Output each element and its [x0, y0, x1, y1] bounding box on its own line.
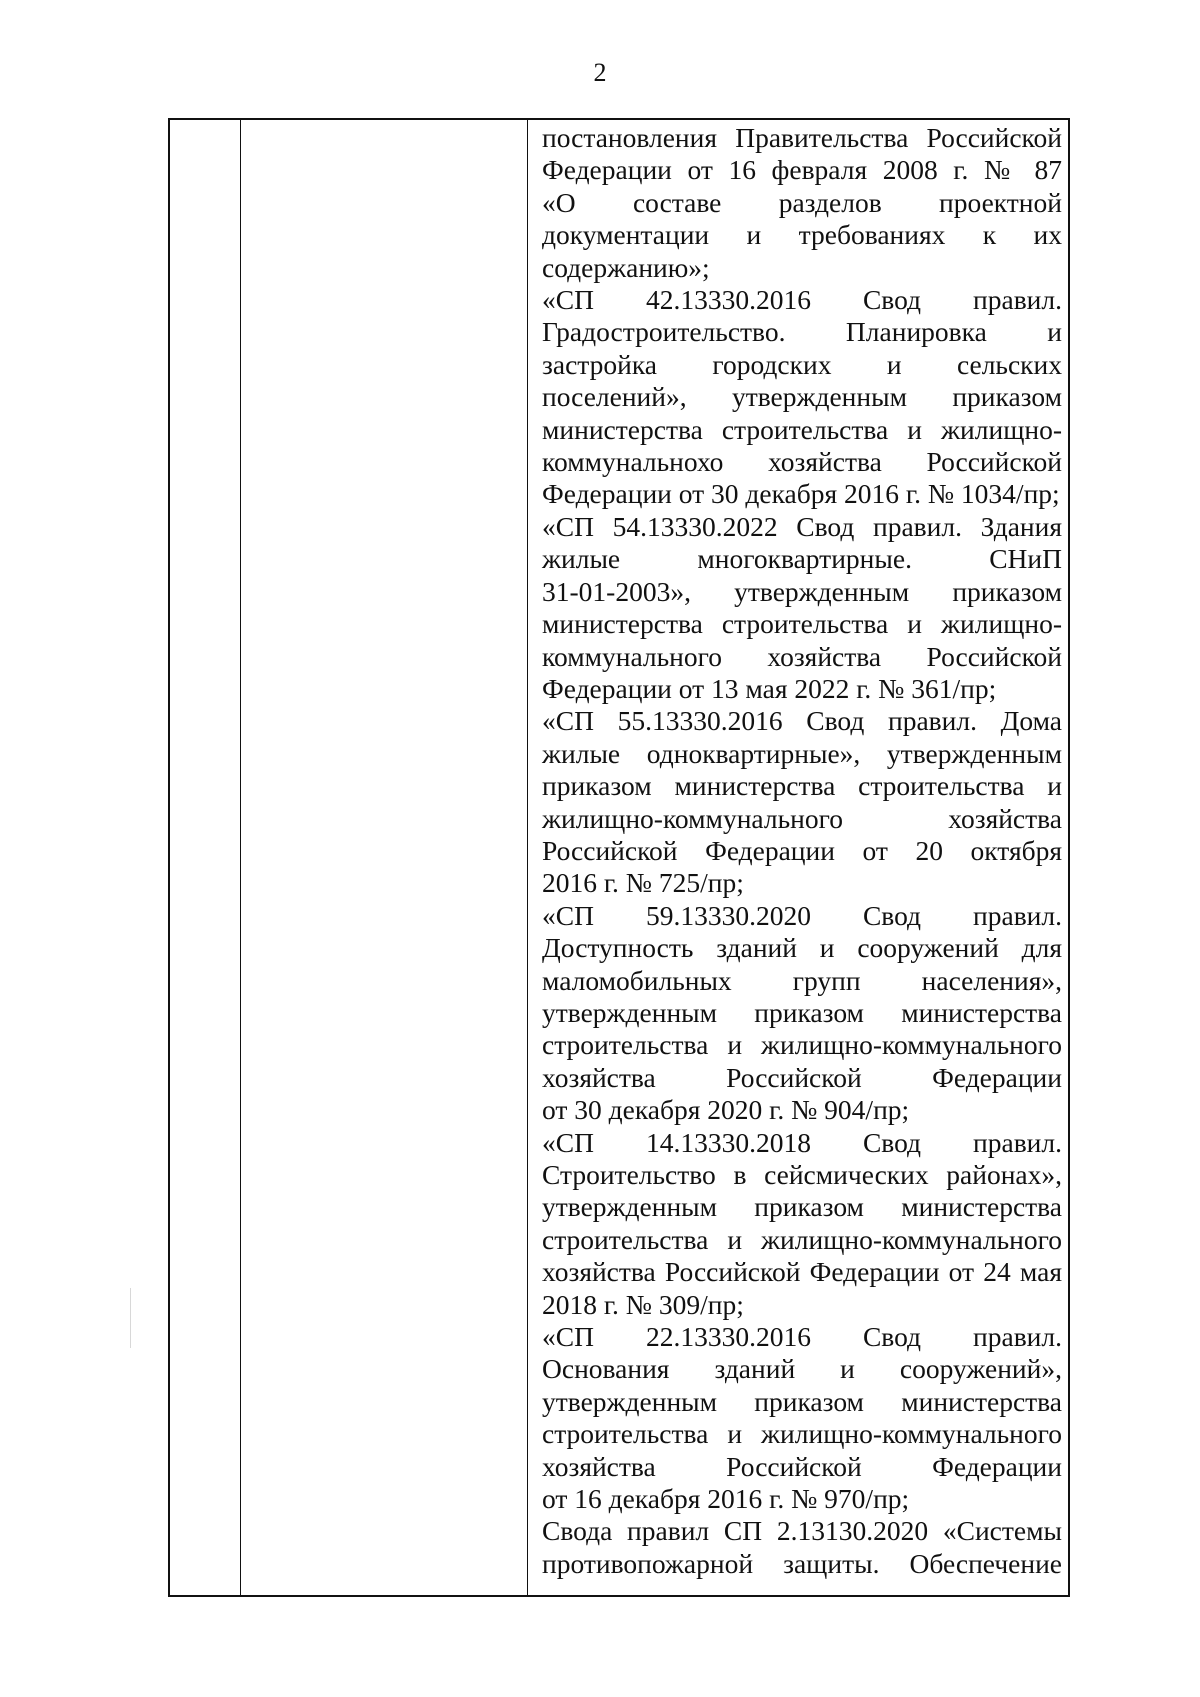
text-line: Основания зданий и сооружений», — [542, 1353, 1062, 1385]
text-line: 2016 г. № 725/пр; — [542, 867, 744, 899]
paragraph — [542, 1127, 1062, 1321]
paragraph — [542, 511, 1062, 705]
text-line: Российской Федерации от 20 октября — [542, 834, 1062, 866]
text-line: «СП 59.13330.2020 Свод правил. — [542, 899, 1062, 931]
text-line: «СП 54.13330.2022 Свод правил. Здания — [542, 510, 1062, 542]
text-line: Строительство в сейсмических районах», — [542, 1159, 1062, 1190]
column-divider — [527, 120, 528, 1595]
text-line: приказом министерства строительства и — [542, 770, 1062, 802]
text-line: Федерации от 16 февраля 2008 г. № 87 — [542, 154, 1062, 186]
document-table — [168, 118, 1070, 1597]
text-line: Свода правил СП 2.13130.2020 «Системы — [542, 1515, 1062, 1547]
text-line: 2018 г. № 309/пр; — [542, 1288, 744, 1320]
text-line: маломобильных групп населения», — [542, 964, 1062, 996]
text-line: министерства строительства и жилищно- — [542, 608, 1062, 640]
text-line: Федерации от 30 декабря 2016 г. № 1034/пр; — [542, 478, 1060, 510]
table-cell-text — [542, 122, 1062, 1580]
text-line: «СП 22.13330.2016 Свод правил. — [542, 1321, 1062, 1353]
scan-artifact — [130, 1288, 131, 1348]
paragraph — [542, 705, 1062, 899]
paragraph — [542, 1321, 1062, 1515]
text-line: строительства и жилищно-коммунального — [542, 1223, 1062, 1255]
text-line: содержанию»; — [542, 251, 710, 283]
text-line: Федерации от 13 мая 2022 г. № 361/пр; — [542, 672, 997, 704]
text-line: 31-01-2003», утвержденным приказом — [542, 575, 1062, 607]
text-line: хозяйства Российской Федерации от 24 мая — [542, 1256, 1062, 1288]
text-line: «СП 14.13330.2018 Свод правил. — [542, 1126, 1062, 1158]
text-line: хозяйства Российской Федерации — [542, 1450, 1062, 1482]
page-number: 2 — [593, 58, 607, 87]
text-line: жилые многоквартирные. СНиП — [542, 543, 1062, 575]
text-line: строительства и жилищно-коммунального — [542, 1029, 1062, 1061]
text-line: «СП 55.13330.2016 Свод правил. Дома — [542, 705, 1062, 737]
text-line: утвержденным приказом министерства — [542, 996, 1062, 1028]
paragraph — [542, 1515, 1062, 1580]
column-divider — [240, 120, 241, 1595]
text-line: коммунальнохо хозяйства Российской — [542, 446, 1062, 478]
text-line: министерства строительства и жилищно- — [542, 413, 1062, 445]
text-line: жилые одноквартирные», утвержденным — [542, 737, 1062, 769]
text-line: от 16 декабря 2016 г. № 970/пр; — [542, 1483, 910, 1515]
text-line: коммунального хозяйства Российской — [542, 640, 1062, 672]
text-line: поселений», утвержденным приказом — [542, 381, 1062, 413]
text-line: утвержденным приказом министерства — [542, 1385, 1062, 1417]
text-line: от 30 декабря 2020 г. № 904/пр; — [542, 1094, 910, 1126]
text-line: хозяйства Российской Федерации — [542, 1061, 1062, 1093]
text-line: Градостроительство. Планировка и — [542, 316, 1062, 348]
text-line: жилищно-коммунального хозяйства — [542, 802, 1062, 834]
text-line: утвержденным приказом министерства — [542, 1191, 1062, 1223]
text-line: строительства и жилищно-коммунального — [542, 1418, 1062, 1450]
paragraph — [542, 900, 1062, 1127]
text-line: противопожарной защиты. Обеспечение — [542, 1547, 1062, 1579]
text-line: «О составе разделов проектной — [542, 186, 1062, 218]
text-line: «СП 42.13330.2016 Свод правил. — [542, 284, 1062, 316]
text-line: застройка городских и сельских — [542, 348, 1062, 380]
paragraph — [542, 122, 1062, 284]
paragraph — [542, 284, 1062, 511]
text-line: Доступность зданий и сооружений для — [542, 932, 1062, 964]
text-line: постановления Правительства Российской — [542, 122, 1062, 153]
text-line: документации и требованиях к их — [542, 219, 1062, 251]
